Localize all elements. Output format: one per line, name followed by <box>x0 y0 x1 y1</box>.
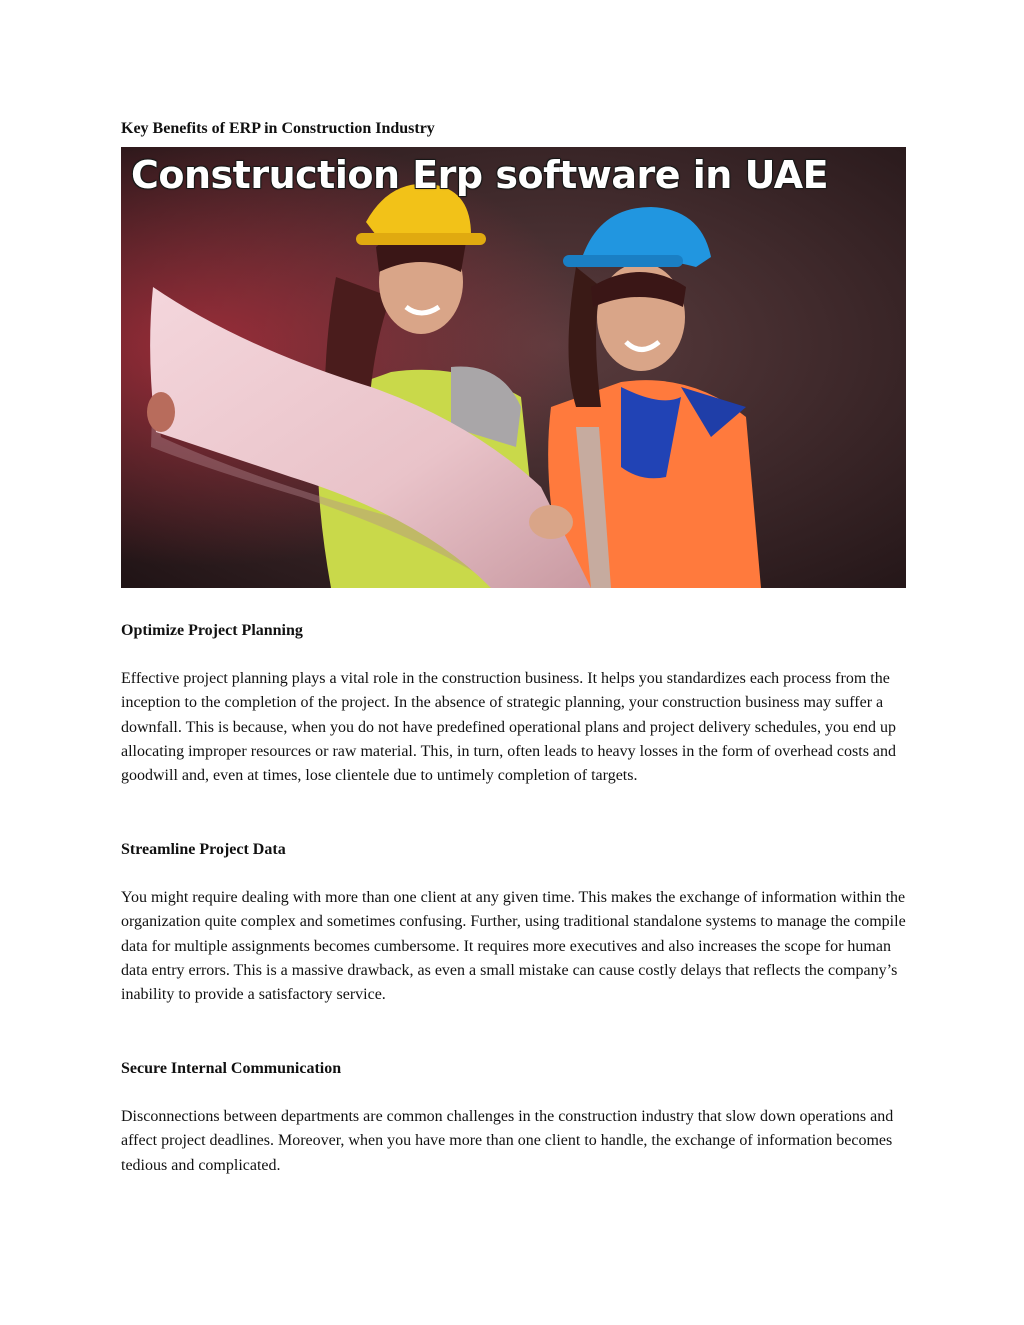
document-title: Key Benefits of ERP in Construction Industry <box>121 120 435 137</box>
section-optimize-planning <box>121 620 911 642</box>
section-heading: Secure Internal Communication <box>121 1060 342 1077</box>
section-paragraph: You might require dealing with more than one client at any given time. This makes the exchange of information within the organization quite complex and sometimes confusing. Further, using traditional standalone systems to manage the compile data for multiple assignments becomes cumbersome. It requires more executives and also increases the scope for human data entry errors. This is a massive drawback, as even a small mistake can cause costly delays that reflects the company’s inability to provide a satisfactory service. <box>121 889 906 1004</box>
section-heading: Streamline Project Data <box>121 841 286 858</box>
construction-workers-photo <box>121 147 906 588</box>
section-heading: Optimize Project Planning <box>121 622 303 639</box>
section-paragraph: Disconnections between departments are common challenges in the construction industry that slow down operations and affect project deadlines. Moreover, when you have more than one client to handle, the exchange of information becomes tedious and complicated. <box>121 1108 894 1174</box>
section-optimize-planning-body <box>121 667 911 788</box>
section-secure-communication <box>121 1058 911 1080</box>
section-streamline-data <box>121 839 911 861</box>
section-secure-communication-body <box>121 1105 911 1178</box>
section-streamline-data-body <box>121 886 911 1007</box>
section-paragraph: Effective project planning plays a vital role in the construction business. It helps you standardizes each process from the inception to the completion of the project. In the absence of strategic planning, your construction business may suffer a downfall. This is because, when you do not have predefined operational plans and project delivery schedules, you end up allocating improper resources or raw material. This, in turn, often leads to heavy losses in the form of overhead costs and goodwill and, even at times, lose clientele due to untimely completion of targets. <box>121 670 897 785</box>
hero-image <box>121 147 906 588</box>
hero-caption: Construction Erp software in UAE <box>131 153 829 197</box>
